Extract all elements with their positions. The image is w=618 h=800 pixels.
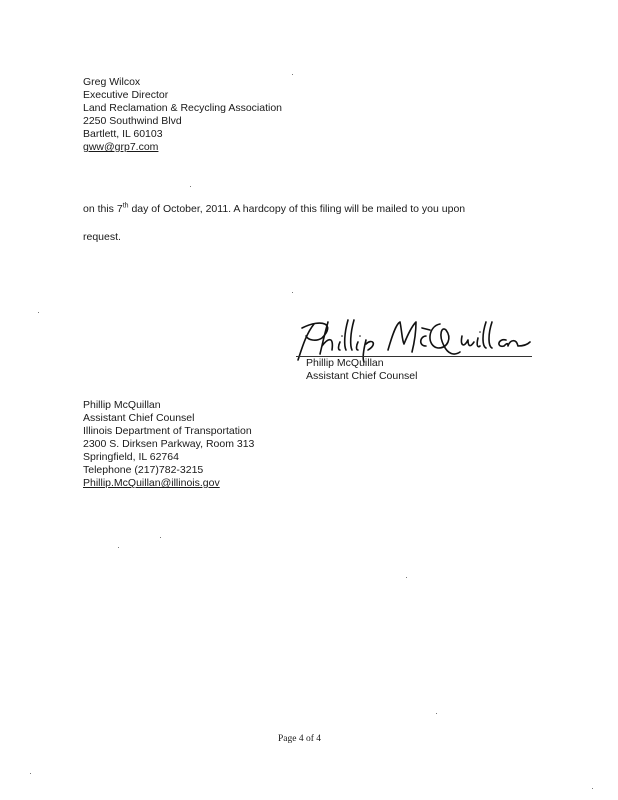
recipient-email-link[interactable]: gww@grp7.com bbox=[83, 141, 159, 153]
scan-speck bbox=[190, 186, 191, 187]
scan-speck bbox=[436, 713, 437, 714]
scan-speck bbox=[292, 74, 293, 75]
sender-street: 2300 S. Dirksen Parkway, Room 313 bbox=[83, 438, 255, 450]
sender-city: Springfield, IL 62764 bbox=[83, 451, 179, 463]
service-prefix: on this 7 bbox=[83, 203, 123, 215]
service-suffix: day of October, 2011. A hardcopy of this filing will be mailed to you upon bbox=[128, 203, 466, 215]
sender-phone: Telephone (217)782-3215 bbox=[83, 464, 204, 476]
recipient-city: Bartlett, IL 60103 bbox=[83, 128, 163, 140]
scan-speck bbox=[30, 773, 31, 774]
recipient-organization: Land Reclamation & Recycling Association bbox=[83, 102, 283, 114]
scan-speck bbox=[118, 547, 119, 548]
recipient-title: Executive Director bbox=[83, 89, 169, 101]
sender-email-link[interactable]: Phillip.McQuillan@illinois.gov bbox=[83, 477, 220, 489]
service-statement bbox=[83, 203, 465, 216]
service-superscript: th bbox=[122, 202, 129, 210]
recipient-street: 2250 Southwind Blvd bbox=[83, 115, 182, 127]
service-continuation: request. bbox=[83, 231, 121, 243]
sender-title: Assistant Chief Counsel bbox=[83, 412, 195, 424]
scan-speck bbox=[592, 788, 593, 789]
signer-block bbox=[306, 357, 417, 383]
recipient-address-block bbox=[83, 76, 282, 154]
signer-name: Phillip McQuillan bbox=[306, 357, 384, 369]
signer-title: Assistant Chief Counsel bbox=[306, 370, 418, 382]
scan-speck bbox=[292, 292, 293, 293]
scan-speck bbox=[38, 312, 39, 313]
page-number: Page 4 of 4 bbox=[278, 734, 322, 744]
recipient-name: Greg Wilcox bbox=[83, 76, 141, 88]
scan-speck bbox=[406, 577, 407, 578]
scan-speck bbox=[160, 537, 161, 538]
sender-department: Illinois Department of Transportation bbox=[83, 425, 252, 437]
sender-address-block bbox=[83, 399, 254, 490]
sender-name: Phillip McQuillan bbox=[83, 399, 161, 411]
